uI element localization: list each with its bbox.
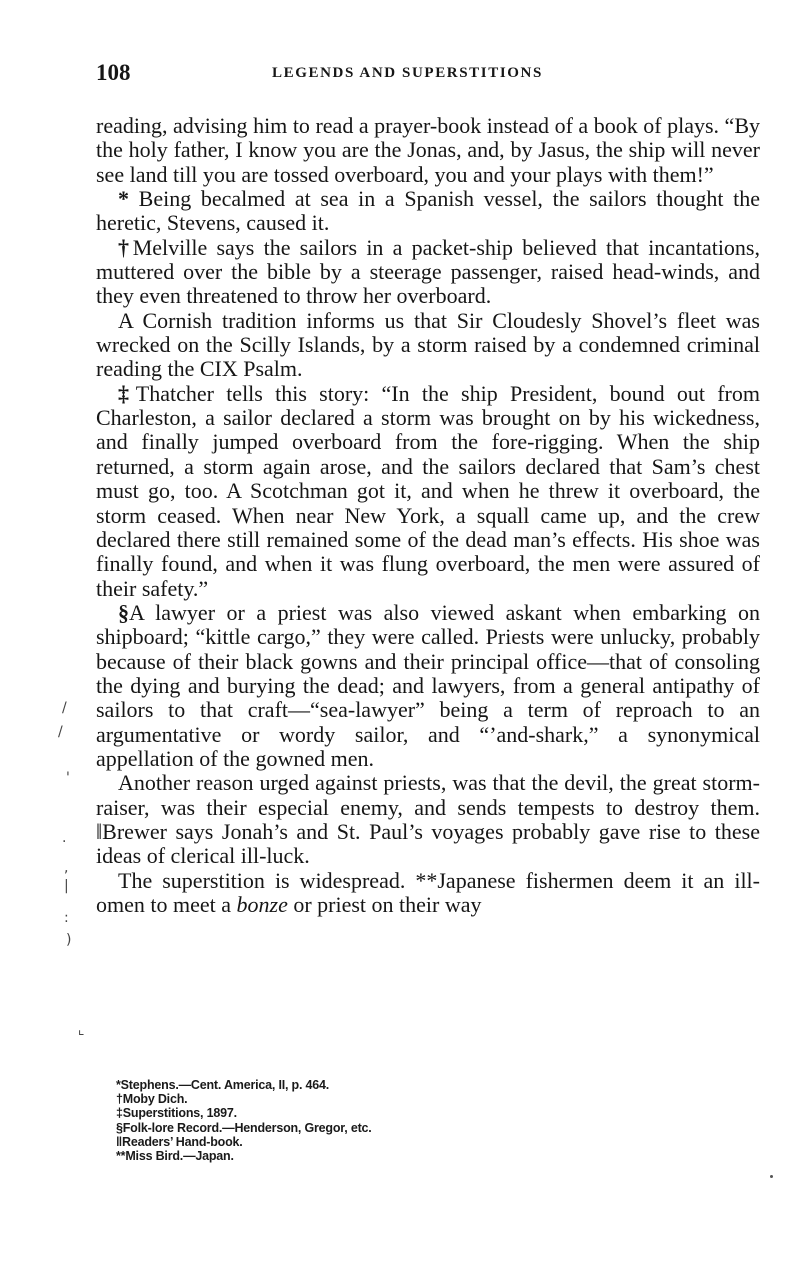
- footnote: ‖Readers’ Hand-book.: [116, 1134, 243, 1149]
- margin-pencil-marks: / / ' . , | : ) ⌞: [58, 700, 85, 1038]
- body-text: [96, 114, 760, 917]
- paragraph: [96, 869, 760, 918]
- paragraph-continued: [96, 114, 760, 187]
- footnote-ref-marker: §: [118, 599, 129, 625]
- footnote: §Folk-lore Record.—Henderson, Gregor, etc.: [116, 1120, 372, 1135]
- paragraph-text: A lawyer or a priest was also viewed askant when embarking on shipboard; “kittle cargo,” they were called. Priests were unlucky, probably because of their black gowns and their principal office—that of consoling the dying and burying the dead; and lawyers, from a general antipathy of sailors to that craft—“sea-lawyer” being a term of reproach to an argumentative or wordy sailor, and “’and-shark,” a synonymical appellation of the gowned men.: [96, 599, 760, 771]
- footnote: ‡Superstitions, 1897.: [116, 1106, 237, 1121]
- running-head: LEGENDS AND SUPERSTITIONS: [272, 65, 543, 81]
- paragraph: [96, 236, 760, 309]
- paragraph: [96, 771, 760, 868]
- paragraph-text: The superstition is widespread. **Japanese fishermen deem it an ill-omen to meet a bonze or priest on their way: [96, 867, 760, 917]
- footnotes: [116, 1078, 636, 1163]
- footnote-ref-marker: ‡: [118, 380, 136, 406]
- footnote: †Moby Dich.: [116, 1092, 188, 1107]
- footnote-ref-marker: †: [118, 234, 133, 260]
- paragraph-text: Melville says the sailors in a packet-ship believed that incantations, muttered over the bible by a steerage passenger, raised head-winds, and they even threatened to throw her overboard.: [96, 234, 760, 309]
- page-header: [96, 60, 761, 88]
- paragraph: [96, 309, 760, 382]
- paragraph-text: Thatcher tells this story: “In the ship President, bound out from Charleston, a sailor declared a storm was brought on by his wickedness, and finally jumped overboard from the fore-rigging. When the ship returned, a storm again arose, and the sailors declared that Sam’s chest must go, too. A Scotchman got it, and when he threw it overboard, the storm ceased. When near New York, a squall came up, and the crew declared there still remained some of the dead man’s effects. His shoe was finally found, and when it was flung overboard, the men were assured of their safety.”: [96, 380, 760, 601]
- stray-mark: [770, 1175, 773, 1178]
- footnote: *Stephens.—Cent. America, II, p. 464.: [116, 1078, 330, 1092]
- paragraph: [96, 187, 760, 236]
- footnote-ref-marker: *: [118, 186, 129, 212]
- paragraph-text: A Cornish tradition informs us that Sir Cloudesly Shovel’s fleet was wrecked on the Scilly Islands, by a storm raised by a condemned criminal reading the CIX Psalm.: [96, 307, 760, 382]
- footnote: **Miss Bird.—Japan.: [116, 1149, 234, 1164]
- paragraph-text: reading, advising him to read a prayer-book instead of a book of plays. “By the holy father, I know you are the Jonas, and, by Jasus, the ship will never see land till you are tossed overboard, you and your plays with them!”: [96, 113, 760, 187]
- paragraph: [96, 601, 760, 771]
- paragraph-text: Being becalmed at sea in a Spanish vessel, the sailors thought the heretic, Stevens, caused it.: [96, 186, 760, 236]
- paragraph-text: Another reason urged against priests, was that the devil, the great storm-raiser, was their especial enemy, and sends tempests to destroy them. ‖Brewer says Jonah’s and St. Paul’s voyages probably gave rise to these ideas of clerical ill-luck.: [96, 770, 760, 869]
- paragraph: [96, 382, 760, 601]
- page-number: 108: [96, 60, 131, 85]
